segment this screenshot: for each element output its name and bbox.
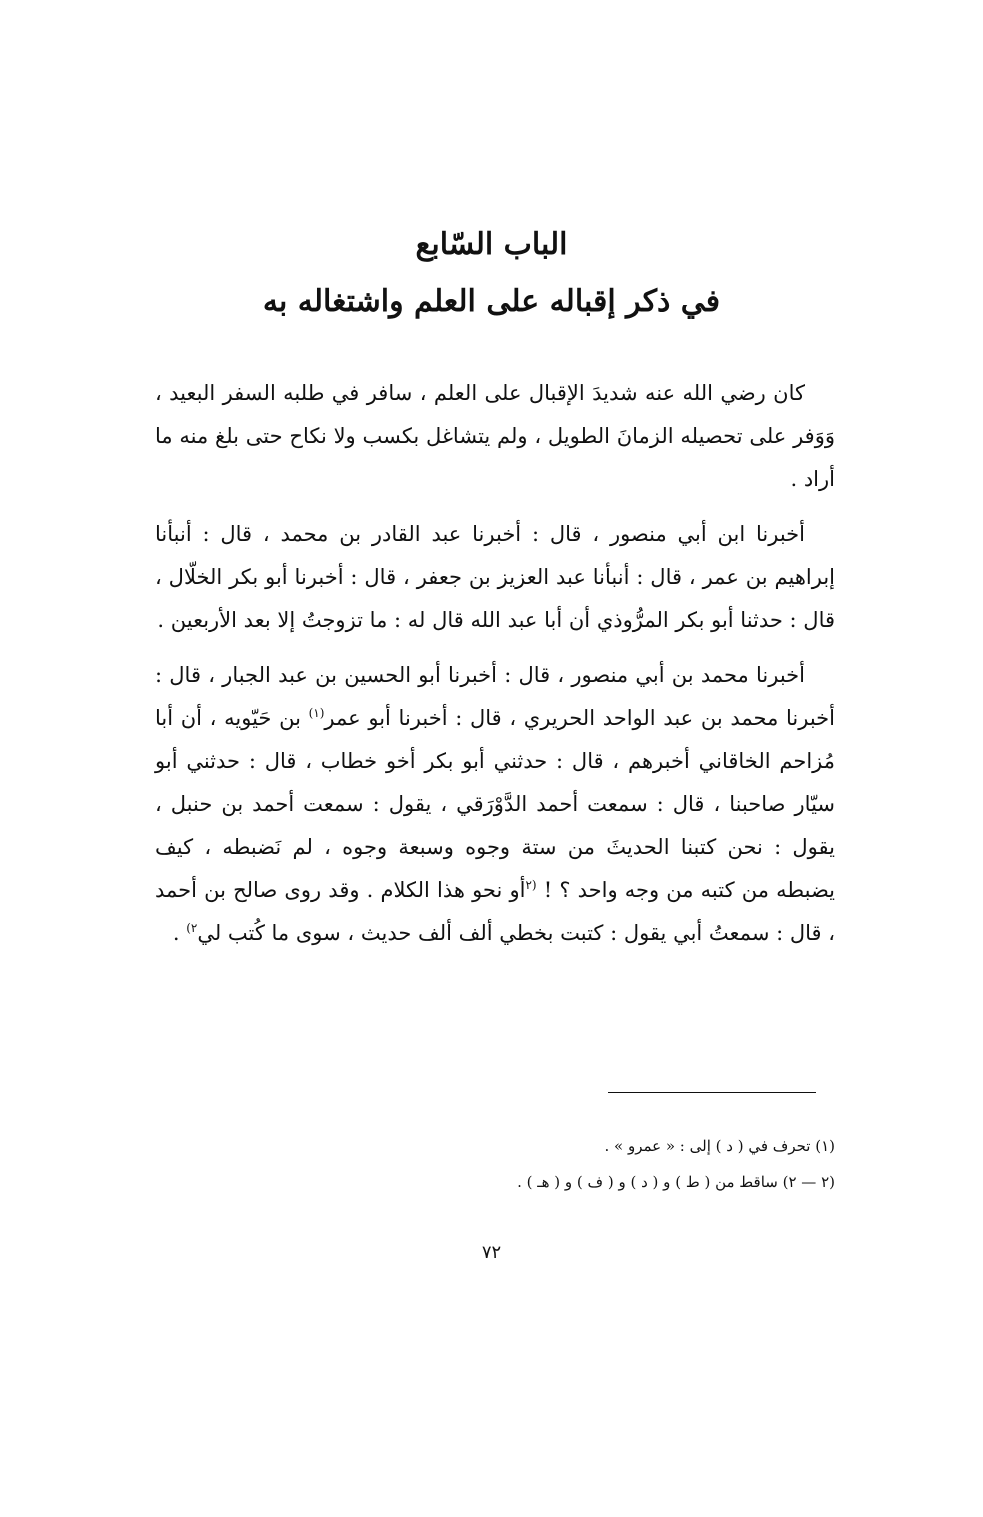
chapter-title: الباب السّابع bbox=[415, 227, 568, 262]
paragraph-3-text-d: . bbox=[172, 921, 187, 945]
footnotes bbox=[155, 1128, 835, 1200]
paragraph-3-text-b: بن حَيّويه ، أن أبا مُزاحم الخاقاني أخبرهم ، قال : حدثني أبو بكر أخو خطاب ، قال : حدثني أبو سيّار صاحبنا ، قال : سمعت أحمد الدَّوْرَقي ، يقول : سمعت أحمد بن حنبل ، يقول : نحن كتبنا الحديثَ من ستة وجوه وسبعة وجوه ، لم نَضبطه ، كيف يضبطه من كتبه من وجه واحد ؟ ! bbox=[155, 706, 835, 902]
footnote-1: (١) تحرف في ( د ) إلى : « عمرو » . bbox=[604, 1137, 835, 1155]
footnote-ref-1: (١) bbox=[308, 706, 325, 720]
paragraph-1: كان رضي الله عنه شديدَ الإقبال على العلم ، سافر في طلبه السفر البعيد ، وَوَفر على تحصيله الزمانَ الطويل ، ولم يتشاغل بكسب ولا نكاح حتى بلغ منه ما أراد . bbox=[155, 381, 835, 491]
paragraph-3 bbox=[155, 654, 835, 955]
paragraph-2: أخبرنا ابن أبي منصور ، قال : أخبرنا عبد القادر بن محمد ، قال : أنبأنا إبراهيم بن عمر ، قال : أنبأنا عبد العزيز بن جعفر ، قال : أخبرنا أبو بكر الخلّال ، قال : حدثنا أبو بكر المرُّوذي أن أبا عبد الله قال له : ما تزوجتُ إلا بعد الأربعين . bbox=[155, 522, 835, 632]
paragraph-3-text-a: أخبرنا محمد بن أبي منصور ، قال : أخبرنا أبو الحسين بن عبد الجبار ، قال : أخبرنا محمد بن عبد الواحد الحريري ، قال : أخبرنا أبو عمر bbox=[155, 663, 835, 730]
paragraph-3-text-c: أو نحو هذا الكلام . وقد روى صالح بن أحمد ، قال : سمعتُ أبي يقول : كتبت بخطي ألف ألف حديث ، سوى ما كُتب لي bbox=[155, 878, 835, 945]
footnote-ref-2-start: (٢ bbox=[525, 878, 537, 892]
footnote-divider bbox=[608, 1092, 816, 1093]
body-text bbox=[155, 372, 835, 967]
page-number: ٧٢ bbox=[481, 1242, 502, 1263]
footnote-ref-2-end: ٢) bbox=[186, 921, 198, 935]
footnote-2: (٢ — ٢) ساقط من ( ط ) و ( د ) و ( ف ) و ( هـ ) . bbox=[517, 1173, 835, 1191]
chapter-subtitle: في ذكر إقباله على العلم واشتغاله به bbox=[262, 284, 721, 319]
